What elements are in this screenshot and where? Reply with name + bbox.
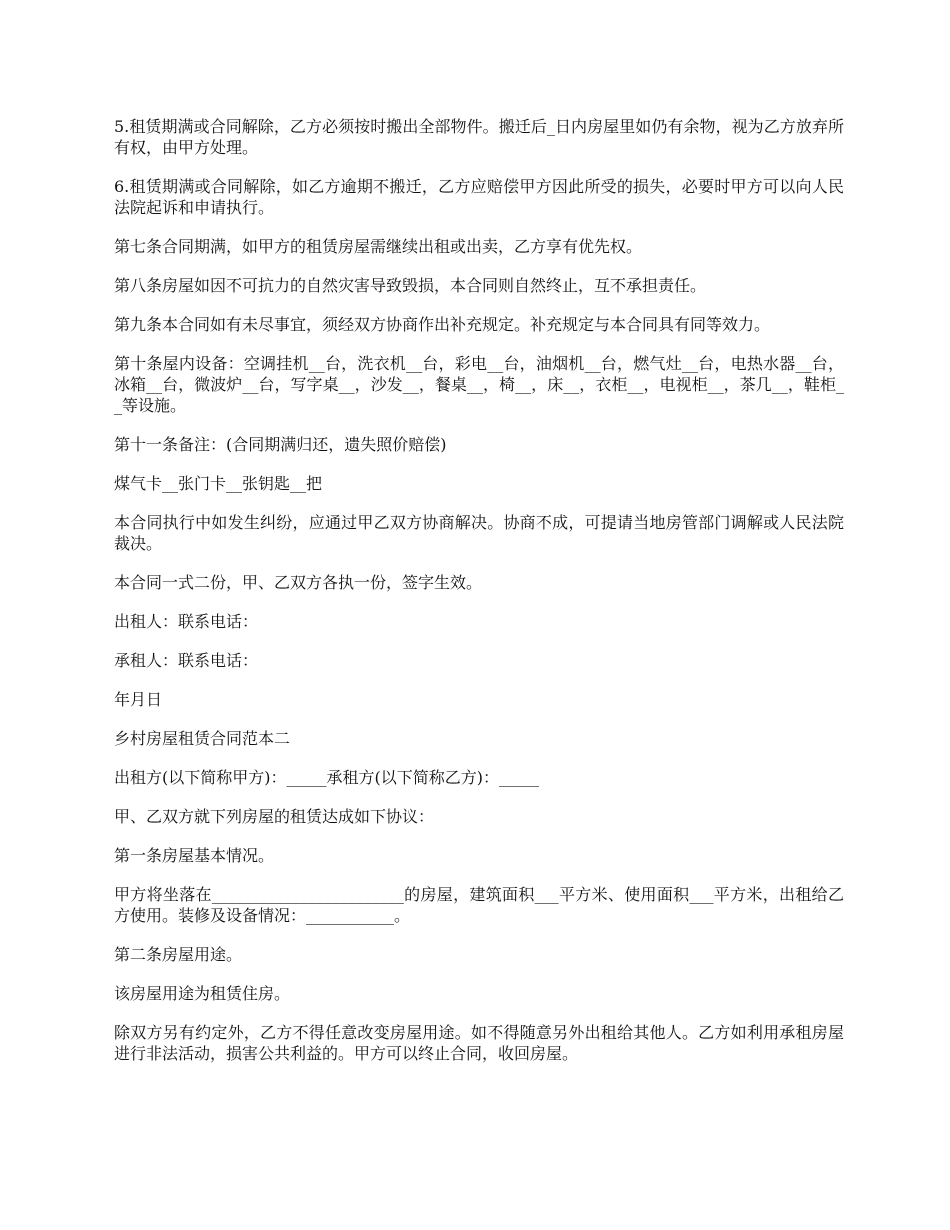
paragraph-cards-keys: 煤气卡__张门卡__张钥匙__把 xyxy=(114,474,323,493)
paragraph-copies: 本合同一式二份，甲、乙双方各执一份，签字生效。 xyxy=(114,573,483,592)
paragraph-property-details: 甲方将坐落在________________________的房屋，建筑面积___平方米、使用面积___平方米，出租给乙方使用。装修及设备情况：___________。 xyxy=(114,885,844,925)
paragraph-usage-restrictions: 除双方另有约定外，乙方不得任意改变房屋用途。如不得随意另外出租给其他人。乙方如利用承租房屋进行非法活动，损害公共利益的。甲方可以终止合同，收回房屋。 xyxy=(114,1023,844,1063)
lessee-signature-line: 承租人：联系电话： xyxy=(114,651,259,670)
paragraph-parties: 出租方(以下简称甲方)：_____承租方(以下简称乙方)：_____ xyxy=(114,768,539,787)
section-title-template-2: 乡村房屋租赁合同范本二 xyxy=(114,729,291,748)
date-line: 年月日 xyxy=(114,690,163,709)
paragraph-agreement-intro: 甲、乙双方就下列房屋的租赁达成如下协议： xyxy=(114,807,435,826)
paragraph-article-11-notes: 第十一条备注：(合同期满归还，遗失照价赔偿) xyxy=(114,435,447,454)
paragraph-article-10-equipment: 第十条屋内设备：空调挂机__台，洗衣机__台，彩电__台，油烟机__台，燃气灶__台，电热水器__台，冰箱__台，微波炉__台，写字桌__，沙发__，餐桌__，椅__，床__，衣柜__，电视柜__，茶几__，鞋柜__等设施。 xyxy=(114,354,844,415)
paragraph-article-2-heading: 第二条房屋用途。 xyxy=(114,945,243,964)
paragraph-clause-6: 6.租赁期满或合同解除，如乙方逾期不搬迁，乙方应赔偿甲方因此所受的损失，必要时甲方可以向人民法院起诉和申请执行。 xyxy=(114,177,844,217)
paragraph-article-7: 第七条合同期满，如甲方的租赁房屋需继续出租或出卖，乙方享有优先权。 xyxy=(114,237,643,256)
paragraph-dispute: 本合同执行中如发生纠纷，应通过甲乙双方协商解决。协商不成，可提请当地房管部门调解或人民法院裁决。 xyxy=(114,513,844,553)
lessor-signature-line: 出租人：联系电话： xyxy=(114,612,259,631)
paragraph-article-1-heading: 第一条房屋基本情况。 xyxy=(114,846,275,865)
paragraph-article-8: 第八条房屋如因不可抗力的自然灾害导致毁损，本合同则自然终止，互不承担责任。 xyxy=(114,276,707,295)
document-body xyxy=(114,116,844,1082)
paragraph-usage: 该房屋用途为租赁住房。 xyxy=(114,984,291,1003)
paragraph-clause-5: 5.租赁期满或合同解除，乙方必须按时搬出全部物件。搬迁后_日内房屋里如仍有余物，视为乙方放弃所有权，由甲方处理。 xyxy=(114,117,844,157)
paragraph-article-9: 第九条本合同如有未尽事宜，须经双方协商作出补充规定。补充规定与本合同具有同等效力。 xyxy=(114,315,771,334)
